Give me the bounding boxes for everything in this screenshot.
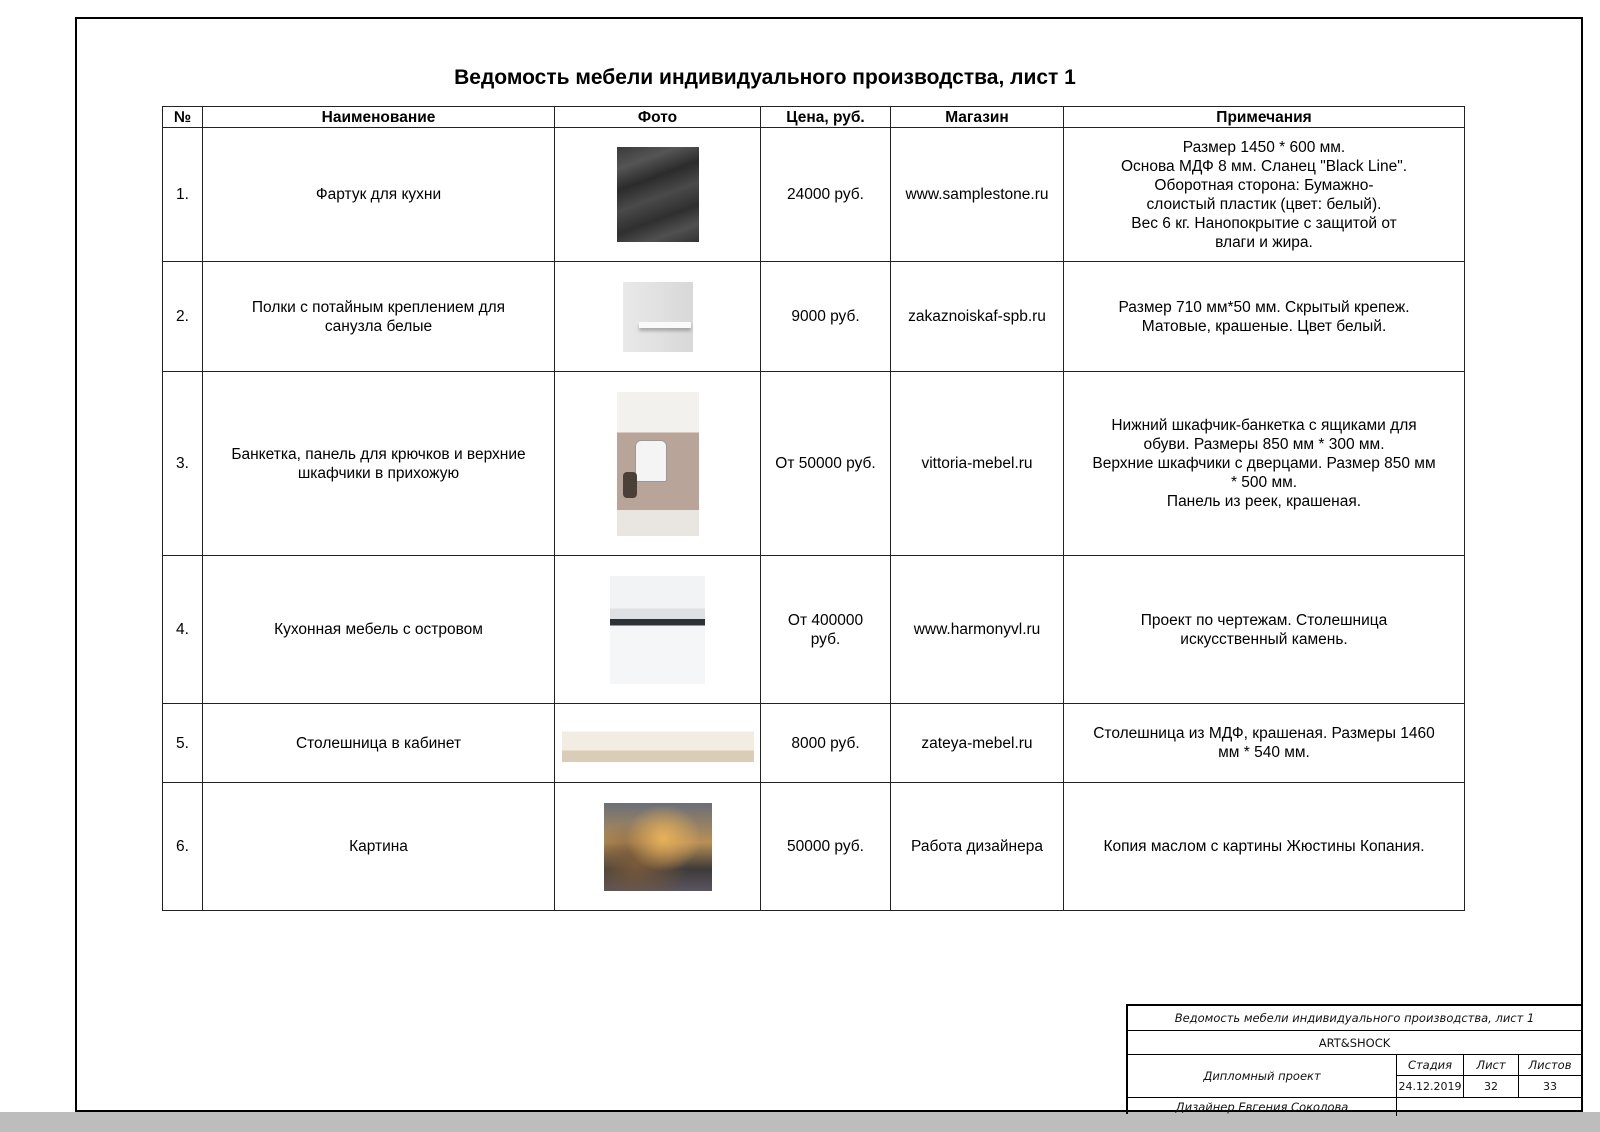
item-name: Фартук для кухни (203, 128, 555, 262)
tabletop-photo (562, 724, 754, 762)
col-header-number: № (163, 107, 203, 128)
photo-cell (555, 372, 761, 556)
table-row (163, 262, 1465, 372)
stamp-designer: Дизайнер Евгения Соколова (1175, 1100, 1349, 1114)
note-line: слоистый пластик (цвет: белый). (1146, 195, 1382, 213)
name-line: санузла белые (324, 317, 433, 335)
stone-panel-photo (617, 147, 699, 242)
item-price: 8000 руб. (761, 704, 891, 783)
note-line: мм * 540 мм. (1218, 744, 1310, 761)
item-store: zateya-mebel.ru (891, 704, 1064, 783)
hallway-photo (617, 392, 699, 536)
shelf-photo (623, 282, 693, 352)
item-store: Работа дизайнера (891, 783, 1064, 911)
stamp-company: ART&SHOCK (1318, 1035, 1391, 1050)
photo-cell (555, 704, 761, 783)
item-notes (1064, 262, 1465, 372)
stamp-sheets-label: Листов (1528, 1058, 1572, 1072)
table-row (163, 556, 1465, 704)
item-notes: Копия маслом с картины Жюстины Копания. (1064, 783, 1465, 911)
painting-photo (604, 803, 712, 891)
furniture-table (162, 106, 1465, 911)
item-store: www.harmonyvl.ru (891, 556, 1064, 704)
item-price: 50000 руб. (761, 783, 891, 911)
item-name (203, 262, 555, 372)
col-header-price: Цена, руб. (761, 107, 891, 128)
stamp-sheet-title: Ведомость мебели индивидуального производства, лист 1 (1174, 1011, 1535, 1025)
title-block (1126, 1004, 1581, 1114)
item-notes (1064, 128, 1465, 262)
table-row (163, 783, 1465, 911)
stamp-sheets-total: 33 (1543, 1080, 1557, 1093)
item-price (761, 556, 891, 704)
item-notes (1064, 704, 1465, 783)
name-line: шкафчики в прихожую (297, 464, 460, 482)
item-store: www.samplestone.ru (891, 128, 1064, 262)
col-header-photo: Фото (555, 107, 761, 128)
stamp-date: 24.12.2019 (1398, 1080, 1462, 1093)
row-number: 5. (163, 704, 203, 783)
note-line: обуви. Размеры 850 мм * 300 мм. (1143, 436, 1385, 453)
note-line: Столешница из МДФ, крашеная. Размеры 1460 (1093, 725, 1435, 742)
item-price: 9000 руб. (761, 262, 891, 372)
col-header-notes: Примечания (1064, 107, 1465, 128)
item-name: Картина (203, 783, 555, 911)
item-price: От 50000 руб. (761, 372, 891, 556)
note-line: * 500 мм. (1230, 474, 1298, 491)
table-header-row (163, 107, 1465, 128)
item-store: vittoria-mebel.ru (891, 372, 1064, 556)
row-number: 2. (163, 262, 203, 372)
table-row (163, 704, 1465, 783)
note-line: Панель из реек, крашеная. (1166, 493, 1362, 510)
note-line: Нижний шкафчик-банкетка с ящиками для (1111, 417, 1417, 434)
kitchen-photo (610, 576, 705, 684)
row-number: 3. (163, 372, 203, 556)
note-line: Основа МДФ 8 мм. Сланец "Black Line". (1120, 157, 1408, 175)
item-name (203, 372, 555, 556)
col-header-store: Магазин (891, 107, 1064, 128)
name-line: Банкетка, панель для крючков и верхние (231, 445, 526, 463)
note-line: Вес 6 кг. Нанопокрытие с защитой от (1131, 214, 1397, 232)
item-store: zakaznoiskaf-spb.ru (891, 262, 1064, 372)
col-header-name: Наименование (203, 107, 555, 128)
note-line: Размер 1450 * 600 мм. (1182, 138, 1346, 156)
row-number: 6. (163, 783, 203, 911)
price-line: руб. (810, 630, 841, 648)
stamp-project: Дипломный проект (1203, 1069, 1321, 1083)
stamp-sheet-label: Лист (1476, 1058, 1506, 1072)
page-title: Ведомость мебели индивидуального производства, лист 1 (454, 66, 1076, 89)
row-number: 4. (163, 556, 203, 704)
photo-cell (555, 262, 761, 372)
note-line: Матовые, крашеные. Цвет белый. (1141, 317, 1387, 335)
photo-cell (555, 783, 761, 911)
item-notes (1064, 372, 1465, 556)
item-name: Кухонная мебель с островом (203, 556, 555, 704)
item-price: 24000 руб. (761, 128, 891, 262)
note-line: искусственный камень. (1180, 630, 1348, 648)
stamp-sheet-number: 32 (1484, 1080, 1498, 1093)
table-row (163, 128, 1465, 262)
name-line: Полки с потайным креплением для (251, 298, 506, 316)
photo-cell (555, 556, 761, 704)
photo-cell (555, 128, 761, 262)
table-row (163, 372, 1465, 556)
stamp-stage-label: Стадия (1407, 1058, 1453, 1072)
note-line: Оборотная сторона: Бумажно- (1154, 176, 1374, 194)
item-name: Столешница в кабинет (203, 704, 555, 783)
price-line: От 400000 (787, 611, 864, 629)
note-line: Проект по чертежам. Столешница (1140, 611, 1388, 629)
note-line: Верхние шкафчики с дверцами. Размер 850 мм (1092, 455, 1436, 472)
item-notes (1064, 556, 1465, 704)
note-line: влаги и жира. (1215, 233, 1313, 251)
note-line: Размер 710 мм*50 мм. Скрытый крепеж. (1118, 298, 1410, 316)
row-number: 1. (163, 128, 203, 262)
